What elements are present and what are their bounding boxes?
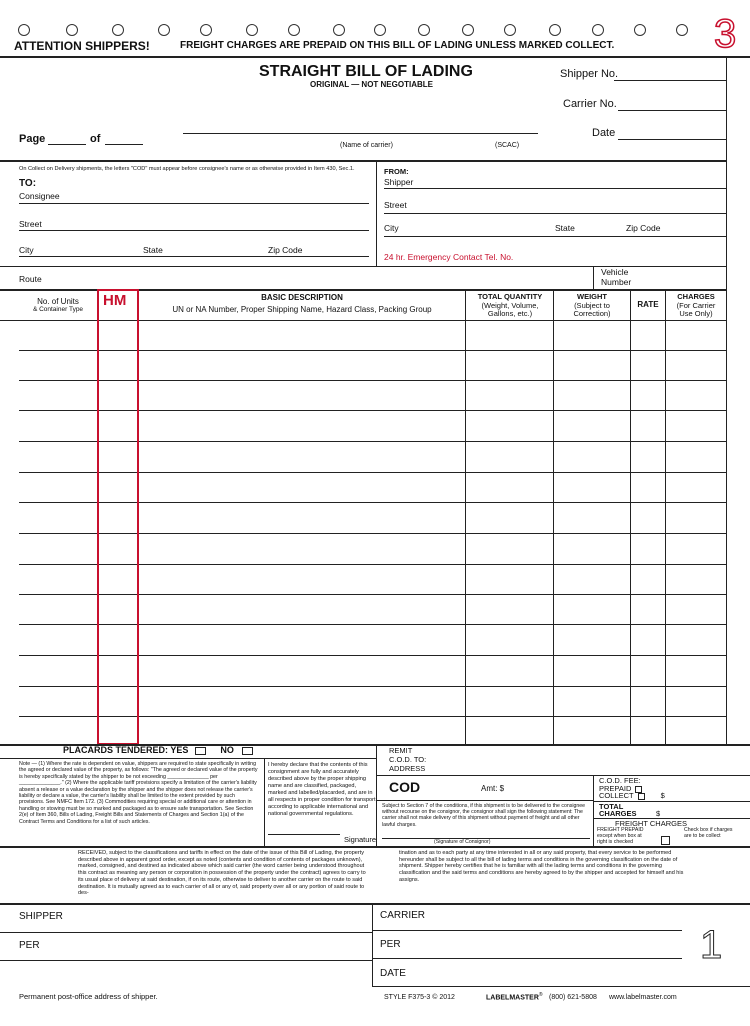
consignee-field[interactable] (19, 203, 369, 204)
route-label: Route (19, 274, 42, 284)
description-header (138, 293, 466, 314)
weight-header (554, 293, 630, 319)
from-state-label: State (555, 223, 575, 233)
prepaid-notice: FREIGHT CHARGES ARE PREPAID ON THIS BILL OF LADING UNLESS MARKED COLLECT. (180, 40, 615, 51)
consignee-label: Consignee (19, 191, 60, 201)
signature-consignor-caption: (Signature of Consignor) (434, 839, 491, 845)
punch-hole (504, 24, 516, 36)
section7-text: Subject to Section 7 of the conditions, if this shipment is to be delivered to the consignee without recourse on the consignor, the consignor shall sign the following statement: The carrier shall not make delivery of this shipment without payment of freight and all other lawful charges. (382, 803, 586, 828)
attention-shippers: ATTENTION SHIPPERS! (14, 39, 150, 53)
hm-header: HM (103, 292, 127, 309)
page-label: Page (19, 133, 46, 145)
copy-number: 1 (700, 923, 723, 967)
shipper-no-label: Shipper No. (560, 68, 619, 80)
freight-collect-checkbox[interactable] (661, 836, 670, 845)
description-header-line1: BASIC DESCRIPTION (261, 293, 343, 302)
carrier-name-field[interactable] (183, 133, 538, 134)
permanent-address-note: Permanent post-office address of shipper. (19, 992, 158, 1001)
cod-fee-dollar: $ (660, 791, 665, 800)
signature-field[interactable] (268, 834, 340, 835)
from-city-state-zip-field[interactable] (384, 236, 726, 237)
placards-yes-label: PLACARDS TENDERED: YES (63, 745, 189, 755)
placards-tendered-label (63, 746, 253, 755)
punch-hole (200, 24, 212, 36)
labelmaster-url: www.labelmaster.com (609, 994, 677, 1001)
punch-hole (592, 24, 604, 36)
weight-header-line1: WEIGHT (577, 292, 607, 301)
labelmaster-logo (486, 993, 543, 1002)
from-street-field[interactable] (384, 213, 726, 214)
from-shipper-field[interactable] (384, 188, 726, 189)
total-charges-label: CHARGES (599, 809, 637, 818)
charges-header-line2: (For Carrier (676, 300, 716, 310)
placards-yes-checkbox[interactable] (195, 747, 206, 755)
cod-fee-collect-label: COLLECT (599, 791, 634, 800)
description-header-line2: UN or NA Number, Proper Shipping Name, Hazard Class, Packing Group (172, 305, 432, 315)
carrier-signature-field[interactable] (372, 930, 682, 931)
shipper-per-field[interactable] (0, 960, 372, 961)
punch-hole (246, 24, 258, 36)
to-street-field[interactable] (19, 230, 369, 231)
freight-check-note: Check box if charges are to be collect (684, 827, 733, 839)
punch-hole (18, 24, 30, 36)
to-city-label: City (19, 245, 34, 255)
from-label: FROM: (384, 167, 409, 176)
weight-header-line2: (Subject to (574, 300, 610, 310)
cod-fee-label: C.O.D. FEE: (599, 776, 641, 785)
date-field[interactable] (618, 139, 726, 140)
emergency-contact-label: 24 hr. Emergency Contact Tel. No. (384, 252, 514, 262)
remit-cod-to-label: C.O.D. TO: (389, 755, 427, 764)
placards-no-label: NO (220, 745, 234, 755)
from-street-label: Street (384, 200, 407, 210)
page-field[interactable] (48, 144, 86, 145)
hm-column[interactable] (97, 289, 139, 745)
scac-caption: (SCAC) (495, 142, 520, 149)
shipper-no-field[interactable] (614, 80, 726, 81)
vehicle-label: Vehicle (601, 267, 629, 277)
punch-hole (288, 24, 300, 36)
from-shipper-label: Shipper (384, 177, 414, 187)
punch-hole (634, 24, 646, 36)
brand-registered: ® (538, 992, 543, 998)
carrier-signature-label: CARRIER (380, 910, 426, 921)
total-label: TOTAL (599, 802, 624, 811)
date-label: Date (592, 127, 616, 139)
vehicle-number-label: Number (601, 277, 632, 287)
brand-label: LABEL (486, 994, 510, 1002)
quantity-header-line2: (Weight, Volume, (481, 300, 539, 310)
form-subtitle: ORIGINAL — NOT NEGOTIABLE (310, 80, 433, 89)
shipper-signature-field[interactable] (0, 932, 372, 933)
hazmat-declaration-text: I hereby declare that the contents of this consignment are fully and accurately described above by the proper shipping name and are classified, packaged, marked and labelled/placarded, and are in all respects in proper condition for transport according to applicable international and national governmental regulations. (268, 762, 376, 817)
cod-label: COD (389, 779, 421, 795)
to-zip-label: Zip Code (268, 245, 303, 255)
charges-header-line1: CHARGES (677, 292, 715, 301)
value-note-text: Note — (1) Where the rate is dependent on value, shippers are required to state specifically in writing the agreed or declared value of the property, as follows: "The agreed or declared value of the property is hereby specifically stated by the shipper to be not exceeding ______________ per ______________." (2) Where the applicable tariff provisions specify a limitation of the carrier's liability absent a release or a value declaration by the shipper and the shipper does not release the carrier's liability or declare a value, the carrier's liability shall be limited to the extent provided by such provisions. See NMFC Item 172. (3) Commodities requiring special or additional care or attention in handling or stowing must be so marked and packaged as to ensure safe transportation. See Section 2(e) of Item 360, Bills of Lading, Freight Bills and Statements of Charges and Section 1(a) of the Contract Terms and Conditions for a list of such articles. (19, 761, 258, 825)
punch-hole (374, 24, 386, 36)
quantity-header (466, 293, 554, 319)
received-text-right: tination and as to each party at any time interested in all or any said property, that every service to be performed hereunder shall be subject to all the bill of lading terms and conditions in the governing classification on the date of shipment. Shipper hereby certifies that he is familiar with all the lading terms and conditions in the governing classification and the said terms and conditions are hereby agreed to by the shipper and accepted for himself and his assigns. (399, 850, 684, 883)
cod-amount-label: Amt: $ (481, 784, 505, 793)
name-of-carrier-caption: (Name of carrier) (340, 142, 393, 149)
placards-no-checkbox[interactable] (242, 747, 253, 755)
carrier-no-field[interactable] (618, 110, 726, 111)
total-charges-dollar: $ (656, 809, 661, 818)
of-label: of (90, 133, 101, 145)
to-street-label: Street (19, 219, 42, 229)
brand-master: MASTER (509, 994, 539, 1002)
to-state-label: State (143, 245, 163, 255)
punch-hole (66, 24, 78, 36)
carrier-date-field[interactable] (372, 986, 750, 987)
quantity-header-line3: Gallons, etc.) (487, 309, 533, 319)
shipper-per-label: PER (19, 940, 40, 951)
charges-header (666, 293, 726, 319)
carrier-no-label: Carrier No. (563, 98, 617, 110)
punch-hole (549, 24, 561, 36)
cod-note: On Collect on Delivery shipments, the letters "COD" must appear before consignee's name or as otherwise provided in Item 430, Sec.1. (19, 166, 355, 172)
cod-fee-collect (599, 792, 665, 800)
freight-prepaid-note: FREIGHT PREPAID except when box at right is checked (597, 827, 644, 845)
of-field[interactable] (105, 144, 143, 145)
style-number: STYLE F375-3 © 2012 (384, 994, 455, 1001)
cod-fee-collect-checkbox[interactable] (638, 793, 645, 800)
units-header-line2: & Container Type (32, 306, 84, 314)
labelmaster-phone: (800) 621-5808 (549, 994, 597, 1001)
units-header-line1: No. of Units (37, 297, 79, 306)
cod-fee-prepaid-label: PREPAID (599, 784, 632, 793)
to-label: TO: (19, 178, 37, 189)
punch-hole (462, 24, 474, 36)
punch-hole (418, 24, 430, 36)
form-title: STRAIGHT BILL OF LADING (259, 63, 473, 80)
quantity-header-line1: TOTAL QUANTITY (477, 292, 543, 301)
shipper-signature-label: SHIPPER (19, 911, 63, 922)
punch-hole (112, 24, 124, 36)
from-zip-label: Zip Code (626, 223, 661, 233)
remit-label: REMIT (389, 746, 413, 755)
from-city-label: City (384, 223, 399, 233)
punch-hole (333, 24, 345, 36)
punch-hole (158, 24, 170, 36)
copy-number-badge: 3 (714, 12, 737, 56)
punch-hole (676, 24, 688, 36)
freight-charges-title: FREIGHT CHARGES (615, 819, 687, 828)
carrier-per-field[interactable] (372, 958, 682, 959)
units-header (19, 297, 97, 314)
received-text-left: RECEIVED, subject to the classifications and tariffs in effect on the date of the issue of this Bill of Lading, the property described above in apparent good order, except as noted (contents and condition of contents of packages unknown), marked, consigned, and destined as indicated above which said carrier (the word carrier being understood throughout this contract as meaning any person or corporation in possession of the property under the contract) agrees to carry to its usual place of delivery at said destination, if on its route, otherwise to deliver to another carrier on the route to said destination. It is mutually agreed as to each carrier of all or any of, said property over all or any portion of said route to des- (78, 850, 366, 897)
remit-address-label: ADDRESS (389, 764, 426, 773)
weight-header-line3: Correction) (573, 309, 611, 319)
charges-header-line3: Use Only) (679, 309, 713, 319)
signature-label: Signature (344, 835, 377, 844)
carrier-date-label: DATE (380, 968, 406, 979)
rate-header: RATE (637, 300, 659, 309)
to-city-state-zip-field[interactable] (19, 256, 369, 257)
carrier-per-label: PER (380, 939, 401, 950)
